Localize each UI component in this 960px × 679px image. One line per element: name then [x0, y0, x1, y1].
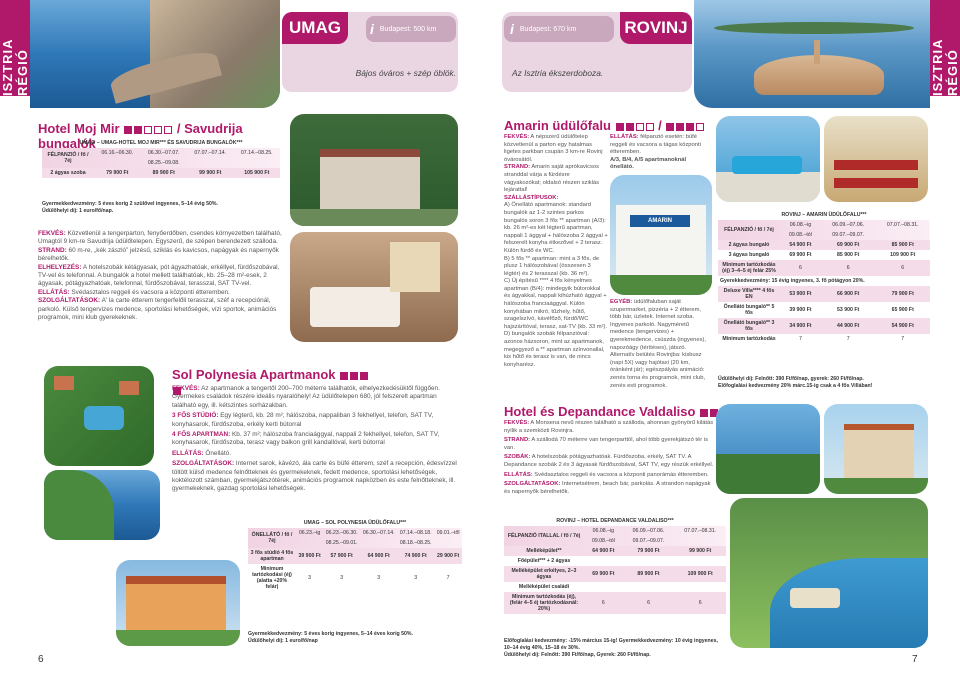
page-number-right: 7	[912, 654, 918, 665]
min-stay: 6	[846, 265, 850, 271]
star-empty-icon	[636, 123, 644, 131]
room-type: Deluxe Villa**** 4 fős EN	[723, 288, 775, 300]
min-stay: 6	[698, 600, 702, 606]
region-tab-left: ISZTRIA RÉGIÓ	[0, 0, 30, 96]
period: 06.23.–ig	[298, 530, 321, 536]
umag-slogan: Bájos óváros + szép öblök.	[355, 68, 456, 78]
region-tab-right: ISZTRIA RÉGIÓ	[930, 0, 960, 96]
min-stay: 6	[647, 600, 650, 606]
room-type: 2 ágyas bungaló	[728, 242, 770, 248]
room-type: Melléképület**	[526, 548, 562, 554]
sol-coast-aerial-photo	[44, 470, 160, 540]
sol-apartment-photo	[116, 560, 240, 646]
period: 06.16.–06.30.	[101, 150, 134, 156]
amarin-restaurant-photo	[824, 116, 928, 202]
price: 66 900 Ft	[837, 291, 860, 297]
umag-title: UMAG	[282, 12, 348, 44]
table-caption: UMAG – SOL POLYNESIA ÜDÜLŐFALU***	[303, 520, 407, 526]
period: 08.25.–09.08.	[147, 160, 180, 166]
price: 54 900 Ft	[891, 323, 914, 329]
min-stay: 6	[901, 265, 905, 271]
amarin-title: Amarin üdülőfalu /	[504, 118, 724, 133]
price: 109 900 Ft	[687, 571, 713, 577]
amarin-description: FEKVÉS: A népszerű üdülőtelep közvetlenül a parton egy hatalmas ligetes parkban csupán 3 km-re Rovinj óvárosától. STRAND: Amarin saját aprókavicsos stranddal várja a fürdésre vágyakozókat; oldalsó részen sziklás lejárattal! SZÁLLÁSTÍPUSOK: A) Önellátó apartmanok: standard bungalók az 1-2 szintes parkos bungalós soron 3 fős ** apartman (A/3): kb. 26 m²-es két légterű apartman, nappali 1 ággyal + hálószoba 2 ággyal + felszerelt konyha étkezővel + 2 terasz. Külön fürdő és WC. B) 5 fős ** apartman: mint a 3 fős, de plusz 1 hálószobával (összesen 3 légtér) és 2 terasszal (kb. 36 m²). C) Új építésű **** 4 fős kényelmes apartman (B/4): mindegyik bútorokkal és ágyakkal, nappali kihúzható ággyal + hálószoba franciaággyal. Külön konyhában mikró, tűzhely, hűtő, szagelszívó, kávéfőző, fürdő/WC hajszárítóval, terasz, sat-TV (kb. 33 m²). D) bungalók szobák félpanzióval: azonos házsoron, mint az apartmanok, megegyező a ** apartman színvonallal, kis hűtő és terasz is van, de nincs konyharész.	[504, 134, 608, 368]
price: 89 900 Ft	[637, 571, 660, 577]
min-stay: 3	[308, 575, 312, 581]
star-filled-icon	[700, 409, 708, 417]
rovinj-slogan: Az Isztria ékszerdoboza.	[512, 68, 604, 78]
valdaliso-sea-photo	[716, 404, 820, 494]
sol-notes: Gyermekkedvezmény: 5 éves korig ingyenes, 5–14 éves korig 50%. Üdülőhelyi díj: 1 euro/fő/nap	[248, 631, 413, 644]
price: 109 900 Ft	[890, 252, 916, 258]
child-discount-note: Gyerekkedvezmény: 15 évig ingyenes, 3. fő pótágyon 20%.	[720, 278, 865, 284]
min-stay: 6	[601, 600, 605, 606]
room-type: Önellátó bungaló** 3 fős	[723, 320, 775, 332]
min-stay: 3	[377, 575, 381, 581]
price: 69 900 Ft	[592, 571, 615, 577]
rovinj-distance-badge	[504, 16, 614, 42]
sol-price-table	[248, 518, 462, 592]
amarin-notes: Üdülőhelyi díj: Felnőtt: 390 Ft/fő/nap, gyerek: 260 Ft/fő/nap. Előfoglalási kedvezmény 20% márc.15-ig csak a 4 fős Villában!	[718, 376, 873, 389]
amarin-sign: AMARIN	[630, 215, 690, 227]
rovinj-town-photo	[694, 0, 930, 108]
price: 53 900 Ft	[789, 291, 812, 297]
period: 09.07.–09.07.	[632, 538, 665, 544]
star-empty-icon	[154, 126, 162, 134]
price: 39 900 Ft	[298, 553, 321, 559]
min-stay: 7	[446, 575, 450, 581]
rovinj-distance: Budapest: 670 km	[519, 25, 577, 33]
star-empty-icon	[164, 126, 172, 134]
price: 69 900 Ft	[789, 252, 812, 258]
room-type: Önellátó bungaló** 5 fős	[723, 304, 775, 316]
room-type: Melléképület erkélyes, 2–3 ágyas	[511, 568, 577, 580]
price: 64 900 Ft	[592, 548, 615, 554]
valdaliso-beach-photo	[730, 498, 928, 648]
star-empty-icon	[696, 123, 704, 131]
star-filled-icon	[340, 372, 348, 380]
info-icon: i	[370, 21, 374, 37]
period: 06.30.–07.07.	[147, 150, 180, 156]
sol-polynesia-description: FEKVÉS: Az apartmanok a tengertől 200–700 méterre találhatók, elhelyezkedésüktől függően. Gyermekes családok részére ideális nyaralóhely! Az üdülőtelepen 680, jól felszerelt apartman található egy, ill. kétszintes sorházakban. 3 FŐS STÚDIÓ: Egy légterű, kb. 28 m²; hálószoba, nappaliban 3 fekhellyel, telefon, SAT TV, konyhasarok, fürdőszoba, erkély kerti bútorral 4 FŐS APARTMAN: Kb. 37 m²; hálószoba franciaággyal, nappali 2 fekhellyel, telefon, SAT TV, konyhasarok, fürdőszoba, terasz vagy balkon grill kandallóval, kerti bútorral ELLÁTÁS: Önellátó. SZOLGÁLTATÁSOK: Internet sarok, kávézó, ála carte és büfé étterem, széf a recepción, édesvízzel töltött külső medence felnőtteknek és gyermekeknek, fedett medence, sportolási lehetőségek, koktélozott számban, gyermekjátszótérek, animációs programok napközben és este felnőtteknek, ill. gyermekeknek, gazdag sportolási lehetőségek.	[172, 385, 457, 493]
star-filled-icon	[666, 123, 674, 131]
period: 06.08.–ig	[789, 222, 812, 228]
min-stay: 7	[846, 336, 850, 342]
table-caption: ROVINJ – HOTEL DEPANDANCE VALDALISO***	[556, 518, 674, 524]
price: 99 900 Ft	[689, 548, 712, 554]
period: 09.01.–től	[436, 530, 460, 536]
price: 54 900 Ft	[789, 242, 812, 248]
min-stay: 7	[799, 336, 802, 342]
room-type: 3 ágyas bungaló	[728, 252, 770, 258]
period: 09.08.–tól	[591, 538, 615, 544]
room-type: Minimum tartózkodási (éj) (alatta +20% felár)	[252, 566, 292, 590]
price: 44 900 Ft	[837, 323, 860, 329]
room-type: 3 fős stúdió 4 fős apartman	[250, 550, 294, 562]
amarin-other: EGYÉB: üdülőfaluban saját szupermarket, pizzéria + 2 étterem, több bár, üzletek. Internet szoba. Ingyenes parkoló. Nagyméretű medence (tengervizes) + gyerekmedence, csúszda (ingyenes), napozóágy (térítéses), játszó. Alternatív beiütés Rovinjba: kisbusz (napi 5X) vagy hajótaxi (20 km, óránként jár); egészpályás animáció: zenés torna és programok, mini club, zenés esti programok.	[610, 299, 707, 389]
sol-resort-aerial-photo	[44, 366, 154, 466]
row-label: FÉLPANZIÓ / fő / 7éj	[47, 152, 89, 164]
price: 79 900 Ft	[106, 170, 129, 176]
star-filled-icon	[360, 372, 368, 380]
price: 69 900 Ft	[837, 242, 860, 248]
period: 06.30.–07.14.	[362, 530, 395, 536]
amarin-price-table	[718, 210, 930, 344]
valdaliso-title: Hotel és Depandance Valdaliso	[504, 404, 764, 419]
moj-mir-notes: Gyermekkedvezmény: 5 éves korig 2 szülővel ingyenes, 5–14 évig 50%. Üdülőhelyi díj: 1 euro/fő/nap.	[42, 201, 218, 214]
star-filled-icon	[350, 372, 358, 380]
row-label: ÖNELLÁTÓ / fő / 7éj	[251, 532, 293, 544]
valdaliso-notes: Előfoglalási kedvezmény: -15% március 15-ig! Gyermekkedvezmény: 10 évig ingyenes, 10–14 évig 40%, 15–18 év 30%. Üdülőhelyi díj: Felnőtt: 390 Ft/fő/nap, Gyerek: 260 Ft/fő/nap.	[504, 638, 718, 658]
room-type: Főépület*** + 2 ágyas	[517, 558, 571, 564]
min-stay: 3	[340, 575, 344, 581]
room-type: Minimum tartózkodás (éj), (felár 4–5 éj tartózkodásnál: 20%)	[509, 594, 579, 612]
min-stay: 3	[414, 575, 418, 581]
info-icon: i	[510, 21, 514, 37]
period: 08.25.–09.01.	[325, 540, 358, 546]
price: 99 900 Ft	[199, 170, 222, 176]
valdaliso-price-table	[504, 516, 726, 614]
valdaliso-description: FEKVÉS: A Monsena nevű részen található a szálloda, ahonnan gyönyörű kilátás nyílik a szemközti Rovinjra. STRAND: A szállodá 70 méterre van tengerparttól, ahol több gyerekjátszó tér is van. SZOBÁK: A hotelszobák pótágyazhatóak. Fürdőszoba, erkély, SAT TV. A Depandance szobák 2 és 3 ágyasak fürdőszobával, SAT TV, egy részük erkéllyel. ELLÁTÁS: Svédasztalos reggeli és vacsora a központi panorámás étteremben. SZOLGÁLTATÁSOK: Internetsétrem, beach bár, parkolás. A strandon napágyak és napernyők bérelhetők.	[504, 420, 714, 495]
price: 29 900 Ft	[436, 553, 460, 559]
period: 09.07.–09.07.	[832, 232, 865, 238]
valdaliso-hotel-photo	[824, 404, 928, 494]
price: 74 900 Ft	[404, 553, 427, 559]
page-number-left: 6	[38, 654, 44, 665]
price: 65 900 Ft	[891, 307, 914, 313]
price: 85 900 Ft	[837, 252, 860, 258]
star-filled-icon	[626, 123, 634, 131]
star-filled-icon	[134, 126, 142, 134]
period: 07.14.–08.18.	[399, 530, 432, 536]
amarin-pool-photo	[716, 116, 820, 202]
min-stay: 6	[799, 265, 802, 271]
row-label: FÉLPANZIÓ / fő / 7éj	[724, 227, 774, 233]
table-caption: UMAG – UMAG-HOTEL MOJ MIR*** ÉS SAVUDRIJA BUNGALÓK***	[79, 140, 243, 146]
price: 89 900 Ft	[152, 170, 175, 176]
min-stay: 7	[901, 336, 905, 342]
moj-mir-room-photo	[290, 232, 458, 342]
price: 39 900 Ft	[789, 307, 812, 313]
umag-distance-badge	[366, 16, 456, 42]
room-type: Melléképület családi	[518, 584, 570, 590]
amarin-services: ELLÁTÁS: félpanzió esetén: büfé reggeli és vacsora a tágas központi étteremben. A/3, B/4, A/5 apartmanoknál önellátó.	[610, 134, 701, 171]
rovinj-title: ROVINJ	[620, 12, 692, 44]
period: 06.08.–ig	[592, 528, 615, 534]
price: 105 900 Ft	[244, 170, 270, 176]
price: 85 900 Ft	[891, 242, 914, 248]
price: 79 900 Ft	[891, 291, 914, 297]
sol-polynesia-title: Sol Polynesia Apartmanok	[172, 367, 372, 397]
room-type: Minimum tartózkodás	[722, 336, 776, 342]
period: 07.07.–08.31.	[684, 528, 717, 534]
amarin-building-photo	[610, 175, 712, 295]
period: 06.09.–07.06.	[832, 222, 865, 228]
moj-mir-hotel-photo	[290, 114, 458, 226]
price: 53 900 Ft	[837, 307, 860, 313]
price: 79 900 Ft	[637, 548, 660, 554]
table-caption: ROVINJ – AMARIN ÜDÜLŐFALU***	[781, 212, 867, 218]
price: 57 900 Ft	[330, 553, 353, 559]
star-empty-icon	[646, 123, 654, 131]
period: 07.07.–08.31.	[886, 222, 919, 228]
room-type: 2 ágyas szoba	[50, 170, 86, 176]
price: 64 900 Ft	[367, 553, 390, 559]
period: 06.23.–06.30.	[325, 530, 358, 536]
period: 06.09.–07.06.	[632, 528, 665, 534]
moj-mir-description: FEKVÉS: Közvetlenül a tengerparton, fenyőerdőben, csendes környezetben található, Umagtól 9 km-re Savudrija üdülőtelepen. Egyszerű, de szépen berendezett szálloda. STRAND: 60 m-re, „kék zászló” jelzésű, sziklás és kavicsos, napágyak és napernyők bérelhetők. ELHELYEZÉS: A hotelszobák kétágyasak, pót ágyazhatóak, erkéllyel, fürdőszobával, TV-vel és telefonnal. A bungalók a hotel mellett találhatóak, kb. 25–28 m²-esek, 2 ágyasak, pótágyazhatóak, telefonnal, fürdőszobával, terasszal, SAT TV-vel. ELLÁTÁS: Svédasztalos reggeli és vacsora a központi étteremben. SZOLGÁLTATÁSOK: A' la carte étterem tengerfelőli terasszal, széf a recepciónál, parkoló. Külső tengervizes medence, sportolási lehetőségek, vízi sportok, animációs programok, mini klub gyerekeknek.	[38, 230, 282, 322]
row-label: FÉLPANZIÓ ITALLAL / fő / 7éj	[507, 533, 581, 539]
period: 08.18.–08.25.	[399, 540, 432, 546]
star-filled-icon	[676, 123, 684, 131]
star-empty-icon	[144, 126, 152, 134]
star-filled-icon	[616, 123, 624, 131]
period: 07.14.–08.25.	[240, 150, 273, 156]
period: 07.07.–07.14.	[194, 150, 227, 156]
price: 34 900 Ft	[789, 323, 812, 329]
umag-distance: Budapest: 500 km	[379, 25, 437, 33]
moj-mir-title: Hotel Moj Mir / Savudrija bungalók	[38, 121, 243, 151]
star-filled-icon	[686, 123, 694, 131]
period: 09.08.–tól	[789, 232, 812, 238]
star-filled-icon	[124, 126, 132, 134]
room-type: Minimum tartózkodás (éj) 3–4–5 éj felár 25%	[722, 262, 776, 274]
umag-coast-photo	[30, 0, 280, 108]
moj-mir-price-table	[42, 138, 280, 178]
